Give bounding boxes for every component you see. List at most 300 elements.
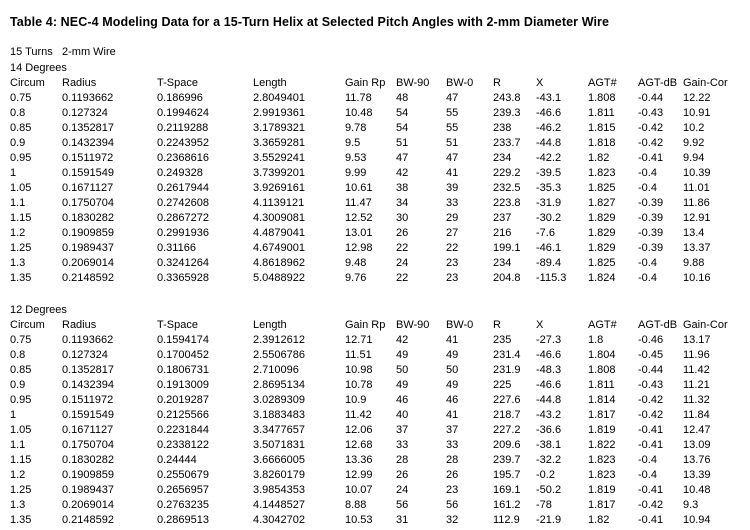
cell: 0.127324 — [62, 349, 108, 361]
cell: 232.5 — [493, 182, 521, 194]
cell: 50 — [446, 364, 459, 376]
column-header: T-Space — [157, 77, 198, 89]
turns-label: 15 Turns — [10, 46, 53, 58]
cell: 24 — [396, 484, 409, 496]
cell: -0.4 — [638, 454, 657, 466]
cell: 0.85 — [10, 364, 32, 376]
cell: 0.8 — [10, 349, 26, 361]
cell: 10.48 — [345, 107, 373, 119]
cell: 12.68 — [345, 439, 373, 451]
cell: 1.815 — [588, 122, 616, 134]
cell: 1.808 — [588, 92, 616, 104]
cell: 0.3365928 — [157, 272, 209, 284]
cell: 3.7399201 — [253, 167, 305, 179]
cell: 12.98 — [345, 242, 373, 254]
cell: 10.78 — [345, 379, 373, 391]
cell: 0.1671127 — [62, 182, 114, 194]
table-row — [0, 424, 750, 439]
cell: -36.6 — [536, 424, 562, 436]
cell: -21.9 — [536, 514, 562, 526]
cell: 234 — [493, 152, 512, 164]
cell: 3.6666005 — [253, 454, 305, 466]
cell: 0.2617944 — [157, 182, 209, 194]
pitch-angle-label: 14 Degrees — [10, 62, 67, 74]
cell: 1.819 — [588, 484, 616, 496]
cell: 10.2 — [683, 122, 705, 134]
cell: 0.1432394 — [62, 379, 114, 391]
cell: 29 — [446, 212, 459, 224]
table-row — [0, 152, 750, 167]
cell: 10.98 — [345, 364, 373, 376]
cell: 0.2148592 — [62, 514, 114, 526]
cell: 13.39 — [683, 469, 711, 481]
cell: 11.84 — [683, 409, 710, 421]
cell: 37 — [396, 424, 409, 436]
column-header: Radius — [62, 77, 97, 89]
cell: 216 — [493, 227, 512, 239]
cell: 9.53 — [345, 152, 367, 164]
table-row — [0, 454, 750, 469]
cell: 31 — [396, 514, 409, 526]
cell: -46.1 — [536, 242, 562, 254]
cell: 49 — [396, 379, 409, 391]
subtitle-row — [0, 46, 750, 61]
table-header-row — [0, 77, 750, 92]
table-row — [0, 334, 750, 349]
cell: 40 — [396, 409, 409, 421]
cell: 46 — [396, 394, 409, 406]
table-row — [0, 257, 750, 272]
cell: 49 — [396, 349, 409, 361]
cell: 1.82 — [588, 514, 610, 526]
cell: -0.41 — [638, 424, 664, 436]
wire-label: 2-mm Wire — [62, 46, 116, 58]
cell: 0.75 — [10, 92, 32, 104]
cell: 23 — [446, 484, 459, 496]
cell: 54 — [396, 107, 409, 119]
cell: -0.39 — [638, 227, 664, 239]
cell: 0.2550679 — [157, 469, 209, 481]
cell: 3.8260179 — [253, 469, 305, 481]
cell: 0.1830282 — [62, 212, 114, 224]
column-header: AGT# — [588, 77, 617, 89]
cell: 3.5071831 — [253, 439, 305, 451]
cell: 3.1789321 — [253, 122, 305, 134]
cell: 1.824 — [588, 272, 616, 284]
cell: 238 — [493, 122, 512, 134]
cell: 13.17 — [683, 334, 711, 346]
cell: 0.31166 — [157, 242, 196, 254]
cell: 209.6 — [493, 439, 521, 451]
cell: 27 — [446, 227, 459, 239]
cell: 12.47 — [683, 424, 711, 436]
cell: 1.2 — [10, 227, 26, 239]
cell: 9.92 — [683, 137, 705, 149]
cell: 233.7 — [493, 137, 521, 149]
table-row — [0, 439, 750, 454]
table-row — [0, 167, 750, 182]
table-row — [0, 242, 750, 257]
cell: 243.8 — [493, 92, 521, 104]
cell: 11.96 — [683, 349, 710, 361]
cell: 0.127324 — [62, 107, 108, 119]
cell: 11.47 — [345, 197, 372, 209]
cell: 1.825 — [588, 257, 616, 269]
cell: 0.2119288 — [157, 122, 209, 134]
column-header: R — [493, 77, 501, 89]
cell: 1.15 — [10, 212, 32, 224]
cell: -48.3 — [536, 364, 562, 376]
cell: -46.6 — [536, 379, 562, 391]
cell: 33 — [396, 439, 409, 451]
cell: 1.3 — [10, 499, 26, 511]
cell: 12.99 — [345, 469, 373, 481]
cell: 1.811 — [588, 107, 615, 119]
cell: -32.2 — [536, 454, 562, 466]
cell: 0.1352817 — [62, 364, 114, 376]
cell: 1.817 — [588, 499, 616, 511]
cell: 4.6749001 — [253, 242, 305, 254]
cell: 1.808 — [588, 364, 616, 376]
cell: 11.42 — [683, 364, 710, 376]
cell: 169.1 — [493, 484, 521, 496]
cell: 0.1700452 — [157, 349, 209, 361]
cell: 51 — [396, 137, 409, 149]
column-header: Circum — [10, 77, 45, 89]
column-header: Gain Rp — [345, 319, 386, 331]
cell: -0.4 — [638, 469, 657, 481]
cell: -0.4 — [638, 182, 657, 194]
cell: 218.7 — [493, 409, 521, 421]
cell: 26 — [396, 469, 409, 481]
column-header: X — [536, 77, 544, 89]
cell: -44.8 — [536, 137, 562, 149]
cell: 3.3477657 — [253, 424, 305, 436]
cell: -0.41 — [638, 152, 664, 164]
cell: 51 — [446, 137, 459, 149]
table-row — [0, 469, 750, 484]
cell: 13.76 — [683, 454, 711, 466]
cell: 1.35 — [10, 514, 32, 526]
table-row — [0, 484, 750, 499]
cell: 1.811 — [588, 379, 615, 391]
cell: 0.1806731 — [157, 364, 209, 376]
column-header: AGT-dB — [638, 77, 678, 89]
cell: 12.22 — [683, 92, 711, 104]
cell: 11.01 — [683, 182, 710, 194]
cell: -50.2 — [536, 484, 562, 496]
table-header-row — [0, 319, 750, 334]
cell: 9.94 — [683, 152, 705, 164]
cell: 1.825 — [588, 182, 616, 194]
cell: 50 — [396, 364, 409, 376]
cell: 56 — [446, 499, 459, 511]
cell: 12.71 — [345, 334, 373, 346]
table-row — [0, 137, 750, 152]
cell: 1.05 — [10, 424, 32, 436]
cell: -0.39 — [638, 212, 664, 224]
cell: 1.829 — [588, 227, 616, 239]
cell: 0.1994624 — [157, 107, 209, 119]
cell: -0.44 — [638, 92, 664, 104]
cell: 237 — [493, 212, 512, 224]
column-header: BW-90 — [396, 77, 430, 89]
cell: 13.36 — [345, 454, 373, 466]
column-header: Radius — [62, 319, 97, 331]
cell: 1.817 — [588, 409, 616, 421]
cell: -0.4 — [638, 257, 657, 269]
cell: 10.91 — [683, 107, 711, 119]
cell: -0.41 — [638, 439, 664, 451]
table-row — [0, 107, 750, 122]
cell: 0.1989437 — [62, 484, 114, 496]
cell: -42.2 — [536, 152, 562, 164]
cell: -46.6 — [536, 107, 562, 119]
cell: 227.2 — [493, 424, 521, 436]
cell: -30.2 — [536, 212, 562, 224]
cell: -38.1 — [536, 439, 562, 451]
cell: 22 — [446, 242, 459, 254]
cell: 0.95 — [10, 394, 32, 406]
cell: -89.4 — [536, 257, 562, 269]
cell: -0.39 — [638, 242, 664, 254]
cell: 1 — [10, 167, 17, 179]
cell: 28 — [396, 454, 409, 466]
cell: 1.814 — [588, 394, 616, 406]
cell: -44.8 — [536, 394, 562, 406]
cell: 26 — [396, 227, 409, 239]
cell: 0.1750704 — [62, 439, 114, 451]
cell: 54 — [396, 122, 409, 134]
cell: 0.1352817 — [62, 122, 114, 134]
cell: 9.88 — [683, 257, 705, 269]
cell: -0.42 — [638, 409, 664, 421]
cell: 4.1139121 — [253, 197, 305, 209]
cell: 1.818 — [588, 137, 616, 149]
cell: 4.3042702 — [253, 514, 305, 526]
cell: 0.2867272 — [157, 212, 209, 224]
cell: 0.1909859 — [62, 227, 114, 239]
cell: 0.1594174 — [157, 334, 209, 346]
cell: 0.95 — [10, 152, 32, 164]
cell: 28 — [446, 454, 459, 466]
cell: 0.2991936 — [157, 227, 209, 239]
cell: 41 — [446, 167, 459, 179]
cell: 1.05 — [10, 182, 32, 194]
cell: 23 — [446, 257, 459, 269]
cell: 112.9 — [493, 514, 520, 526]
cell: 10.39 — [683, 167, 711, 179]
table-row — [0, 379, 750, 394]
cell: 3.9854353 — [253, 484, 305, 496]
cell: 4.3009081 — [253, 212, 305, 224]
cell: -43.1 — [536, 92, 562, 104]
cell: 10.53 — [345, 514, 373, 526]
cell: 55 — [446, 122, 459, 134]
cell: 10.9 — [345, 394, 367, 406]
cell: 0.2368616 — [157, 152, 209, 164]
column-header: AGT-dB — [638, 319, 678, 331]
cell: 0.85 — [10, 122, 32, 134]
cell: 0.1591549 — [62, 409, 114, 421]
cell: 0.1511972 — [62, 152, 114, 164]
cell: -0.41 — [638, 484, 664, 496]
cell: 41 — [446, 409, 459, 421]
cell: 23 — [446, 272, 459, 284]
cell: 0.2069014 — [62, 257, 114, 269]
cell: 0.8 — [10, 107, 26, 119]
cell: -0.43 — [638, 379, 664, 391]
cell: 0.1671127 — [62, 424, 114, 436]
cell: -0.41 — [638, 514, 664, 526]
table-row — [0, 409, 750, 424]
column-header: T-Space — [157, 319, 198, 331]
cell: 33 — [446, 197, 459, 209]
pitch-angle-label: 12 Degrees — [10, 304, 67, 316]
cell: 0.24444 — [157, 454, 197, 466]
table-row — [0, 272, 750, 287]
cell: 13.09 — [683, 439, 711, 451]
cell: 2.8049401 — [253, 92, 305, 104]
cell: 0.75 — [10, 334, 32, 346]
cell: -7.6 — [536, 227, 555, 239]
column-header: Length — [253, 77, 287, 89]
cell: -0.46 — [638, 334, 664, 346]
cell: 11.86 — [683, 197, 710, 209]
cell: 12.52 — [345, 212, 373, 224]
cell: 4.8618962 — [253, 257, 305, 269]
cell: 0.1193662 — [62, 334, 114, 346]
cell: 0.1909859 — [62, 469, 114, 481]
cell: -46.6 — [536, 349, 562, 361]
cell: 38 — [396, 182, 409, 194]
cell: 0.1193662 — [62, 92, 114, 104]
cell: -0.42 — [638, 394, 664, 406]
cell: -0.42 — [638, 499, 664, 511]
cell: 10.61 — [345, 182, 373, 194]
cell: 9.48 — [345, 257, 367, 269]
cell: 1.819 — [588, 424, 616, 436]
table-row — [0, 182, 750, 197]
cell: 1.82 — [588, 152, 610, 164]
cell: 48 — [396, 92, 409, 104]
cell: -35.3 — [536, 182, 562, 194]
pitch-angle-row — [0, 304, 750, 319]
column-header: Gain-Cor — [683, 77, 728, 89]
cell: 0.2869513 — [157, 514, 209, 526]
cell: 199.1 — [493, 242, 521, 254]
cell: 0.1750704 — [62, 197, 114, 209]
table-row — [0, 92, 750, 107]
cell: 0.2763235 — [157, 499, 209, 511]
cell: 10.48 — [683, 484, 711, 496]
cell: 24 — [396, 257, 409, 269]
table-row — [0, 499, 750, 514]
page-title: Table 4: NEC-4 Modeling Data for a 15-Turn Helix at Selected Pitch Angles with 2-mm Diameter Wire — [10, 15, 610, 29]
cell: -39.5 — [536, 167, 562, 179]
cell: 10.07 — [345, 484, 373, 496]
cell: 49 — [446, 379, 459, 391]
cell: 1.829 — [588, 242, 616, 254]
cell: 1.1 — [10, 439, 26, 451]
cell: 0.1830282 — [62, 454, 114, 466]
cell: 0.2742608 — [157, 197, 209, 209]
cell: 2.3912612 — [253, 334, 305, 346]
cell: 1.823 — [588, 469, 616, 481]
cell: 204.8 — [493, 272, 521, 284]
cell: -0.44 — [638, 364, 664, 376]
column-header: BW-90 — [396, 319, 430, 331]
cell: 1.2 — [10, 469, 26, 481]
column-header: BW-0 — [446, 319, 474, 331]
column-header: Gain Rp — [345, 77, 386, 89]
cell: 55 — [446, 107, 459, 119]
cell: 0.9 — [10, 137, 26, 149]
cell: 239.3 — [493, 107, 521, 119]
cell: 42 — [396, 334, 409, 346]
table-row — [0, 514, 750, 529]
table-row — [0, 364, 750, 379]
cell: 0.1913009 — [157, 379, 209, 391]
cell: 4.1448527 — [253, 499, 305, 511]
cell: 0.2019287 — [157, 394, 209, 406]
cell: -0.42 — [638, 137, 664, 149]
cell: -27.3 — [536, 334, 562, 346]
table-row — [0, 212, 750, 227]
cell: -0.39 — [638, 197, 664, 209]
cell: 42 — [396, 167, 409, 179]
cell: -0.42 — [638, 122, 664, 134]
cell: 231.9 — [493, 364, 521, 376]
cell: 0.1511972 — [62, 394, 114, 406]
cell: 11.78 — [345, 92, 372, 104]
column-header: AGT# — [588, 319, 617, 331]
cell: 2.5506786 — [253, 349, 305, 361]
cell: 12.06 — [345, 424, 373, 436]
cell: 26 — [446, 469, 459, 481]
cell: 1.8 — [588, 334, 604, 346]
cell: -43.2 — [536, 409, 562, 421]
cell: 0.2148592 — [62, 272, 114, 284]
cell: 1.35 — [10, 272, 32, 284]
cell: 22 — [396, 242, 409, 254]
cell: 227.6 — [493, 394, 521, 406]
cell: 9.5 — [345, 137, 361, 149]
table-row — [0, 394, 750, 409]
cell: 22 — [396, 272, 409, 284]
cell: 47 — [396, 152, 409, 164]
cell: 9.76 — [345, 272, 367, 284]
cell: 49 — [446, 349, 459, 361]
cell: 9.78 — [345, 122, 367, 134]
cell: -0.4 — [638, 167, 657, 179]
cell: 4.4879041 — [253, 227, 305, 239]
column-header: Gain-Cor — [683, 319, 728, 331]
cell: 1.823 — [588, 454, 616, 466]
cell: 161.2 — [493, 499, 521, 511]
cell: -31.9 — [536, 197, 562, 209]
cell: 11.32 — [683, 394, 710, 406]
cell: 2.710096 — [253, 364, 299, 376]
cell: 10.94 — [683, 514, 711, 526]
table-row — [0, 197, 750, 212]
cell: 0.9 — [10, 379, 26, 391]
cell: 234 — [493, 257, 512, 269]
cell: 39 — [446, 182, 459, 194]
column-header: R — [493, 319, 501, 331]
cell: 195.7 — [493, 469, 521, 481]
cell: 33 — [446, 439, 459, 451]
